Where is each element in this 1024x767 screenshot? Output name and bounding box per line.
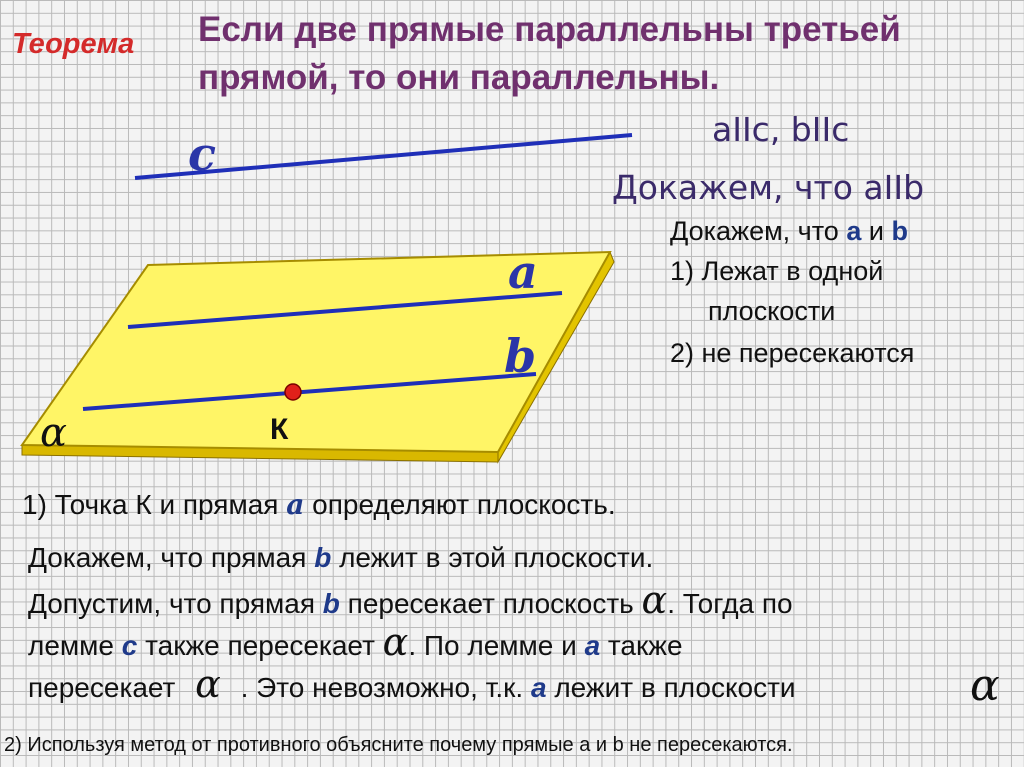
proof-line-2-b: b	[322, 588, 340, 619]
theorem-title-line-2: прямой, то они параллельны.	[198, 58, 720, 97]
proof-line-2-post: пересекает плоскость	[339, 588, 642, 619]
proof-line-3-pre: лемме	[28, 630, 122, 661]
proof-line-4-post: . Это невозможно, т.к.	[232, 672, 531, 703]
plan-step-2: 2) не пересекаются	[670, 338, 915, 368]
proof-line-4-end: лежит в плоскости	[546, 672, 796, 703]
point-k	[285, 384, 301, 400]
line-c-label: c	[188, 127, 217, 181]
given-line-2: Докажем, что aIIb	[612, 168, 925, 207]
plan-intro	[670, 216, 908, 247]
plan-intro-text: Докажем, что	[670, 216, 847, 246]
proof-step-1-a: a	[286, 488, 305, 521]
proof-step-1	[22, 484, 616, 526]
given-line-1: aIIc, bIIc	[712, 110, 850, 149]
theorem-label: Теорема	[12, 28, 135, 60]
proof-line-1-pre: Докажем, что прямая	[28, 542, 315, 573]
proof-line-1-post: лежит в этой плоскости.	[331, 542, 654, 573]
alpha-symbol: α	[195, 662, 221, 706]
proof-line-3	[28, 621, 683, 667]
plan-step-1: 1) Лежат в одной	[670, 256, 884, 286]
proof-step-1-post: определяют плоскость.	[304, 489, 616, 520]
plan-a: a	[846, 216, 862, 246]
plan-and: и	[861, 216, 892, 246]
point-k-label: К	[270, 413, 289, 446]
proof-line-4	[28, 663, 796, 709]
proof-line-4-a: a	[530, 672, 547, 703]
proof-line-2	[28, 579, 793, 625]
plan-step-1-cont: плоскости	[708, 296, 836, 326]
proof-line-1-b: b	[314, 542, 332, 573]
alpha-symbol: α	[382, 620, 409, 664]
task-text: 2) Используя метод от противного объясните почему прямые a и b не пересекаются.	[4, 734, 793, 756]
proof-step-1-pre: 1) Точка К и прямая	[22, 489, 287, 520]
plane-alpha-label: α	[40, 410, 68, 456]
line-a-label: a	[508, 245, 538, 299]
proof-line-1	[28, 537, 653, 579]
alpha-symbol: α	[641, 578, 668, 622]
proof-line-3-post: . По лемме и	[408, 630, 585, 661]
plan-b: b	[891, 216, 908, 246]
proof-line-2-pre: Допустим, что прямая	[28, 588, 323, 619]
proof-line-2-end: . Тогда по	[667, 588, 793, 619]
proof-line-4-pre: пересекает	[28, 672, 184, 703]
proof-line-3-mid: также пересекает	[137, 630, 383, 661]
theorem-title-line-1: Если две прямые параллельны третьей	[198, 10, 901, 49]
alpha-symbol: α	[970, 660, 1000, 711]
line-b-label: b	[504, 329, 537, 383]
proof-line-3-c: c	[121, 630, 138, 661]
proof-line-3-end: также	[600, 630, 683, 661]
proof-line-3-a: a	[584, 630, 601, 661]
